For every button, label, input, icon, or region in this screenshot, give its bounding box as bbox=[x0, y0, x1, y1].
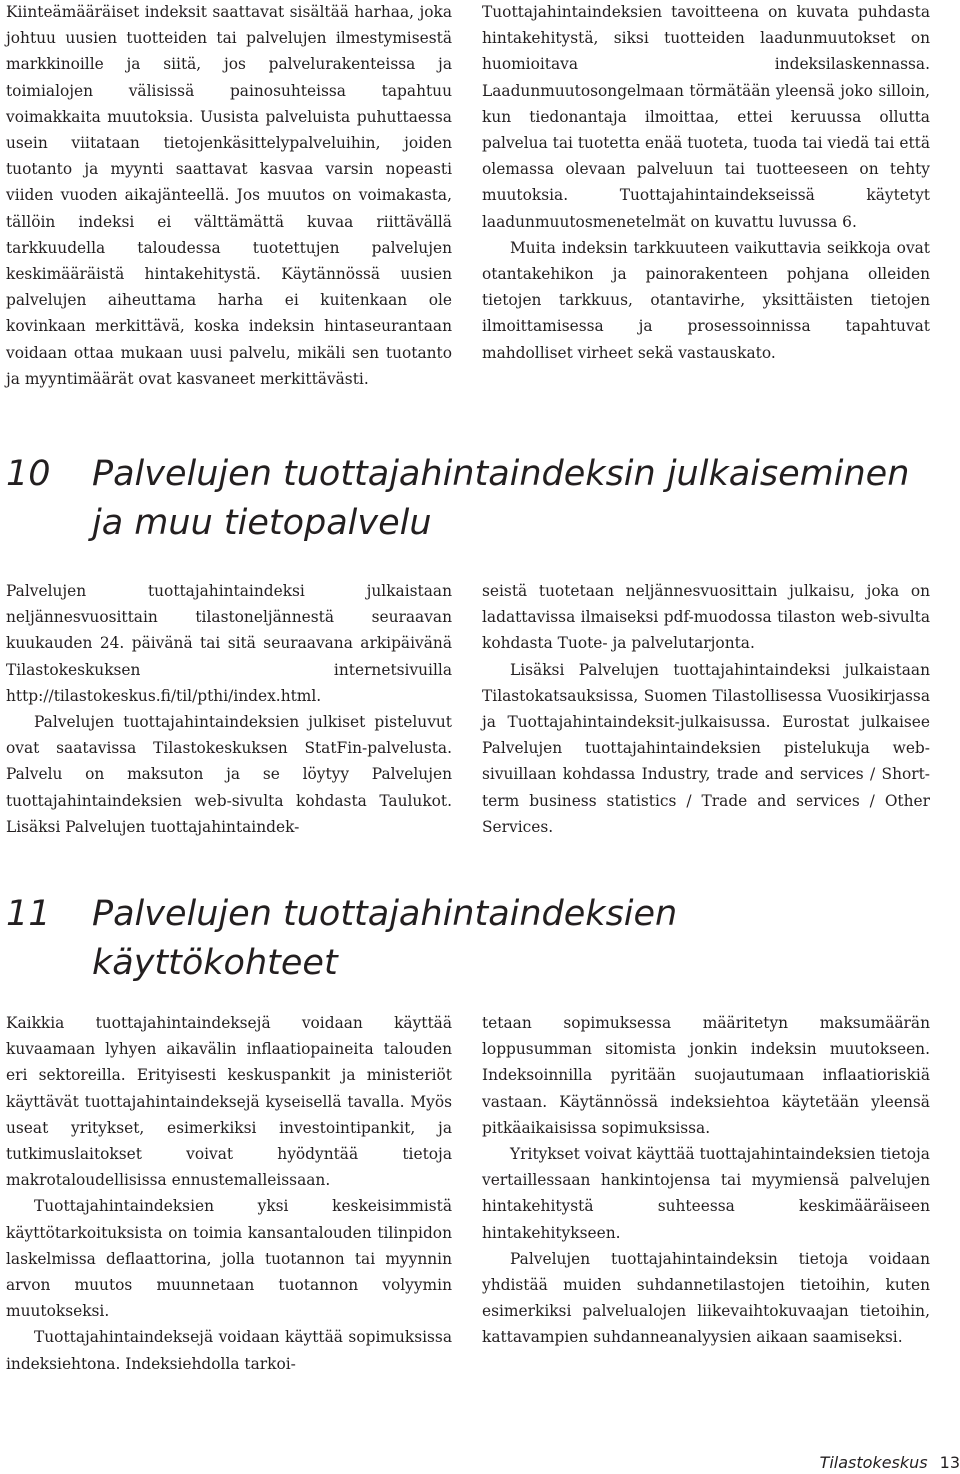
paragraph: Lisäksi Palvelujen tuottajahintaindeksi julkaistaan Tilastokatsauksissa, Suomen Tilastollisessa Vuosikirjassa ja Tuottajahintaindeksit-julkaisussa. Eurostat julkaisee Palvelujen tuottajahintaindeksien pistelukuja web-sivuillaan kohdassa Industry, trade and services / Short-term business statistics / Trade and services / Other Services. bbox=[482, 660, 930, 836]
paragraph: Tuottajahintaindeksien yksi keskeisimmistä käyttötarkoituksista on toimia kansantalouden tilinpidon laskelmissa deflaattorina, jolla tuotannon tai myynnin arvon muutos muunnetaan tuotannon volyymin muutokseksi. bbox=[6, 1197, 452, 1321]
paragraph: Palvelujen tuottajahintaindeksi julkaistaan neljännesvuosittain tilastoneljännestä seuraavan kuukauden 24. päivänä tai sitä seuraavana arkipäivänä Tilastokeskuksen internetsivuilla http://tilastokeskus.fi/til/pthi/index.html. bbox=[6, 582, 452, 705]
section-11-heading bbox=[6, 890, 936, 988]
section-10-right-column bbox=[482, 578, 930, 840]
top-right-column bbox=[482, 0, 930, 366]
section-number: 10 bbox=[6, 454, 51, 494]
page-footer bbox=[600, 1452, 960, 1474]
section-11-right-column bbox=[482, 1010, 930, 1351]
paragraph: Muita indeksin tarkkuuteen vaikuttavia seikkoja ovat otantakehikon ja painorakenteen pohjana olleiden tietojen tarkkuus, otantavirhe, yksittäisten tietojen ilmoittamisessa ja prosessoinnissa tapahtuvat mahdolliset virheet sekä vastauskato. bbox=[482, 238, 930, 362]
paragraph: Palvelujen tuottajahintaindeksin tietoja voidaan yhdistää muiden suhdannetilastojen tietoihin, kuten esimerkiksi palvelualojen liikevaihtokuvaajan tietoihin, kattavampien suhdanneanalyysien aikaan saamiseksi. bbox=[482, 1249, 930, 1347]
paragraph: Tuottajahintaindeksejä voidaan käyttää sopimuksissa indeksiehtona. Indeksiehdolla tarkoi- bbox=[6, 1328, 452, 1373]
section-10-heading bbox=[6, 450, 936, 548]
page-number: 13 bbox=[939, 1453, 960, 1472]
paragraph: Tuottajahintaindeksien tavoitteena on kuvata puhdasta hintakehitystä, siksi tuotteiden laadunmuutokset on huomioitava indeksilaskennassa. Laadunmuutosongelmaan törmätään yleensä joko silloin, kun tiedonantaja ilmoittaa, ettei keruussa ollutta palvelua tai tuotetta enää tuoteta, tuoda tai viedä tai että olemassa olevaan palveluun tai tuotteeseen on tehty muutoksia. Tuottajahintaindekseissä käytetyt laadunmuutosmenetelmät on kuvattu luvussa 6. bbox=[482, 3, 930, 231]
section-number: 11 bbox=[6, 894, 51, 934]
section-11-left-column bbox=[6, 1010, 452, 1377]
paragraph: tetaan sopimuksessa määritetyn maksumäärän loppusumman sitomista jonkin indeksin muutokseen. Indeksoinnilla pyritään suojautumaan inflaatioriskiä vastaan. Käytännössä indeksiehtoa käytetään yleensä pitkäaikaisissa sopimuksissa. bbox=[482, 1014, 930, 1137]
paragraph: seistä tuotetaan neljännesvuosittain julkaisu, joka on ladattavissa ilmaiseksi pdf-muodossa tilaston web-sivulta kohdasta Tuote- ja palvelutarjonta. bbox=[482, 582, 930, 653]
section-10-left-column bbox=[6, 578, 452, 840]
top-left-column bbox=[6, 0, 452, 392]
publisher-name: Tilastokeskus bbox=[819, 1453, 928, 1472]
paragraph: Kaikkia tuottajahintaindeksejä voidaan käyttää kuvaamaan lyhyen aikavälin inflaatiopaineita talouden eri sektoreilla. Erityisesti keskuspankit ja ministeriöt käyttävät tuottajahintaindeksejä kyseisellä tavalla. Myös useat yritykset, esimerkiksi investointipankit, ja tutkimuslaitokset voivat hyödyntää tietoja makrotaloudellisissa ennustemalleissaan. bbox=[6, 1014, 452, 1190]
section-title: Palvelujen tuottajahintaindeksin julkaiseminen ja muu tietopalvelu bbox=[92, 454, 910, 543]
paragraph: Palvelujen tuottajahintaindeksien julkiset pisteluvut ovat saatavissa Tilastokeskuksen StatFin-palvelusta. Palvelu on maksuton ja se löytyy Palvelujen tuottajahintaindeksien web-sivulta kohdasta Taulukot. Lisäksi Palvelujen tuottajahintaindek- bbox=[6, 713, 452, 836]
section-title: Palvelujen tuottajahintaindeksien käyttökohteet bbox=[92, 894, 678, 983]
paragraph: Kiinteämääräiset indeksit saattavat sisältää harhaa, joka johtuu uusien tuotteiden tai palvelujen ilmestymisestä markkinoille ja siitä, jos palvelurakenteissa ja toimialojen välisissä painosuhteissa tapahtuu voimakkaita muutoksia. Uusista palveluista puhuttaessa usein viitataan tietojenkäsittelypalveluihin, joiden tuotanto ja myynti saattavat kasvaa varsin nopeasti viiden vuoden aikajänteellä. Jos muutos on voimakasta, tällöin indeksi ei välttämättä kuvaa riittävällä tarkkuudella taloudessa tuotettujen palvelujen keskimääräistä hintakehitystä. Käytännössä uusien palvelujen aiheuttama harha ei kuitenkaan ole kovinkaan merkittävä, koska indeksin hintaseurantaan voidaan ottaa mukaan uusi palvelu, mikäli sen tuotanto ja myyntimäärät ovat kasvaneet merkittävästi. bbox=[6, 3, 452, 388]
paragraph: Yritykset voivat käyttää tuottajahintaindeksien tietoja vertaillessaan hankintojensa tai myymiensä palvelujen hintakehitystä suhteessa keskimääräiseen hintakehitykseen. bbox=[482, 1145, 930, 1242]
